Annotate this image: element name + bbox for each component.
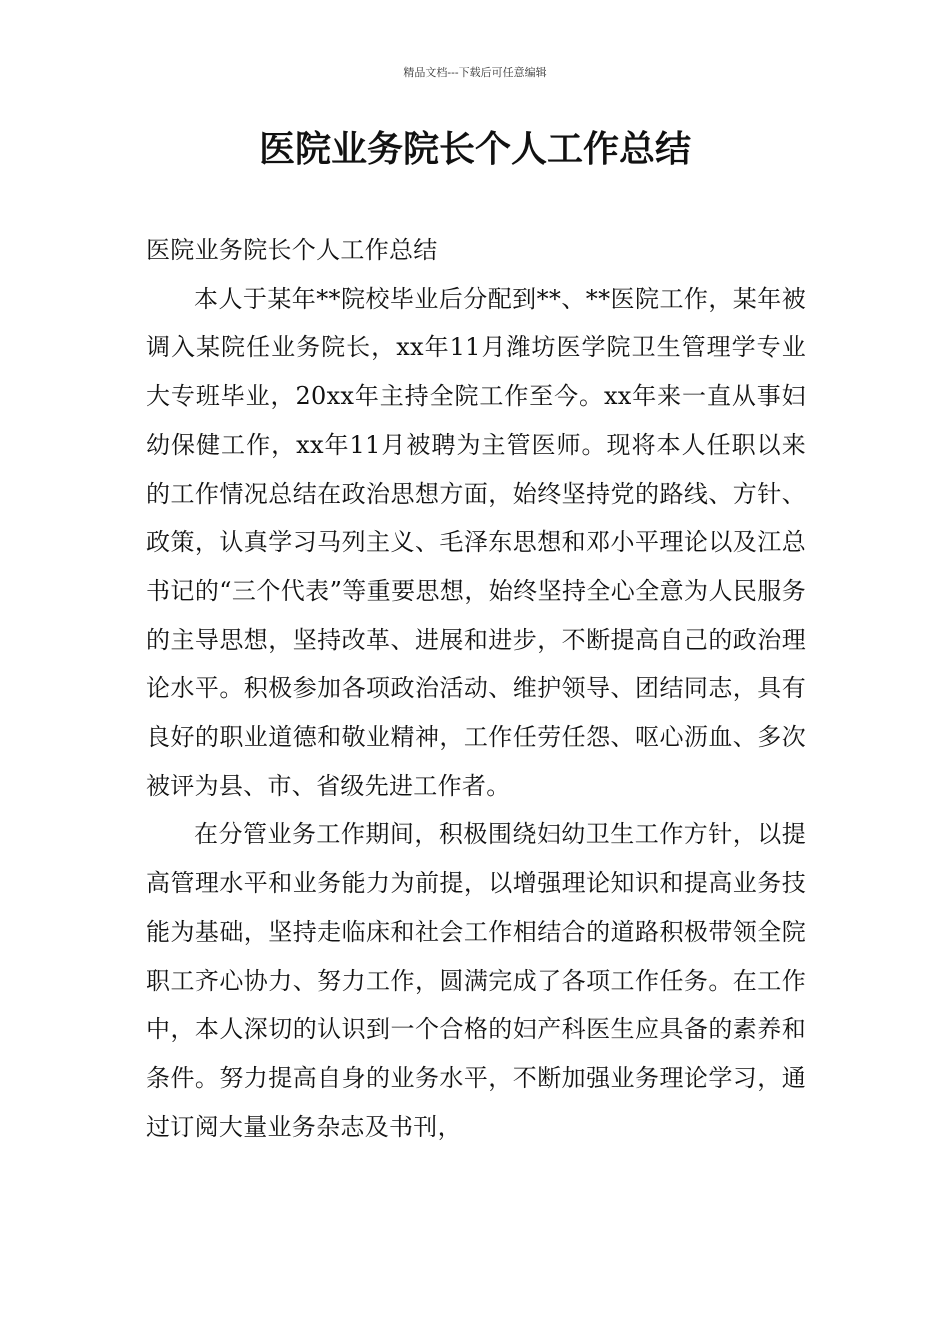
document-title: 医院业务院长个人工作总结 <box>258 129 691 170</box>
header-note: 精品文档---下载后可任意编辑 <box>403 66 547 79</box>
paragraph-2: 在分管业务工作期间，积极围绕妇幼卫生工作方针，以提高管理水平和业务能力为前提，以增强理论知识和提高业务技能为基础，坚持走临床和社会工作相结合的道路积极带领全院职工齐心协力、努力工作，圆满完成了各项工作任务。在工作中，本人深切的认识到一个合格的妇产科医生应具备的素养和条件。努力提高自身的业务水平，不断加强业务理论学习，通过订阅大量业务杂志及书刊， <box>146 820 806 1141</box>
document-body <box>146 226 806 1151</box>
document-subtitle: 医院业务院长个人工作总结 <box>146 236 438 264</box>
paragraph-1: 本人于某年**院校毕业后分配到**、**医院工作，某年被调入某院任业务院长，xx年11月潍坊医学院卫生管理学专业大专班毕业，20xx年主持全院工作至今。xx年来一直从事妇幼保健工作，xx年11月被聘为主管医师。现将本人任职以来的工作情况总结在政治思想方面，始终坚持党的路线、方针、政策，认真学习马列主义、毛泽东思想和邓小平理论以及江总书记的“三个代表”等重要思想，始终坚持全心全意为人民服务的主导思想，坚持改革、进展和进步，不断提高自己的政治理论水平。积极参加各项政治活动、维护领导、团结同志，具有良好的职业道德和敬业精神，工作任劳任怨、呕心沥血、多次被评为县、市、省级先进工作者。 <box>146 284 806 800</box>
